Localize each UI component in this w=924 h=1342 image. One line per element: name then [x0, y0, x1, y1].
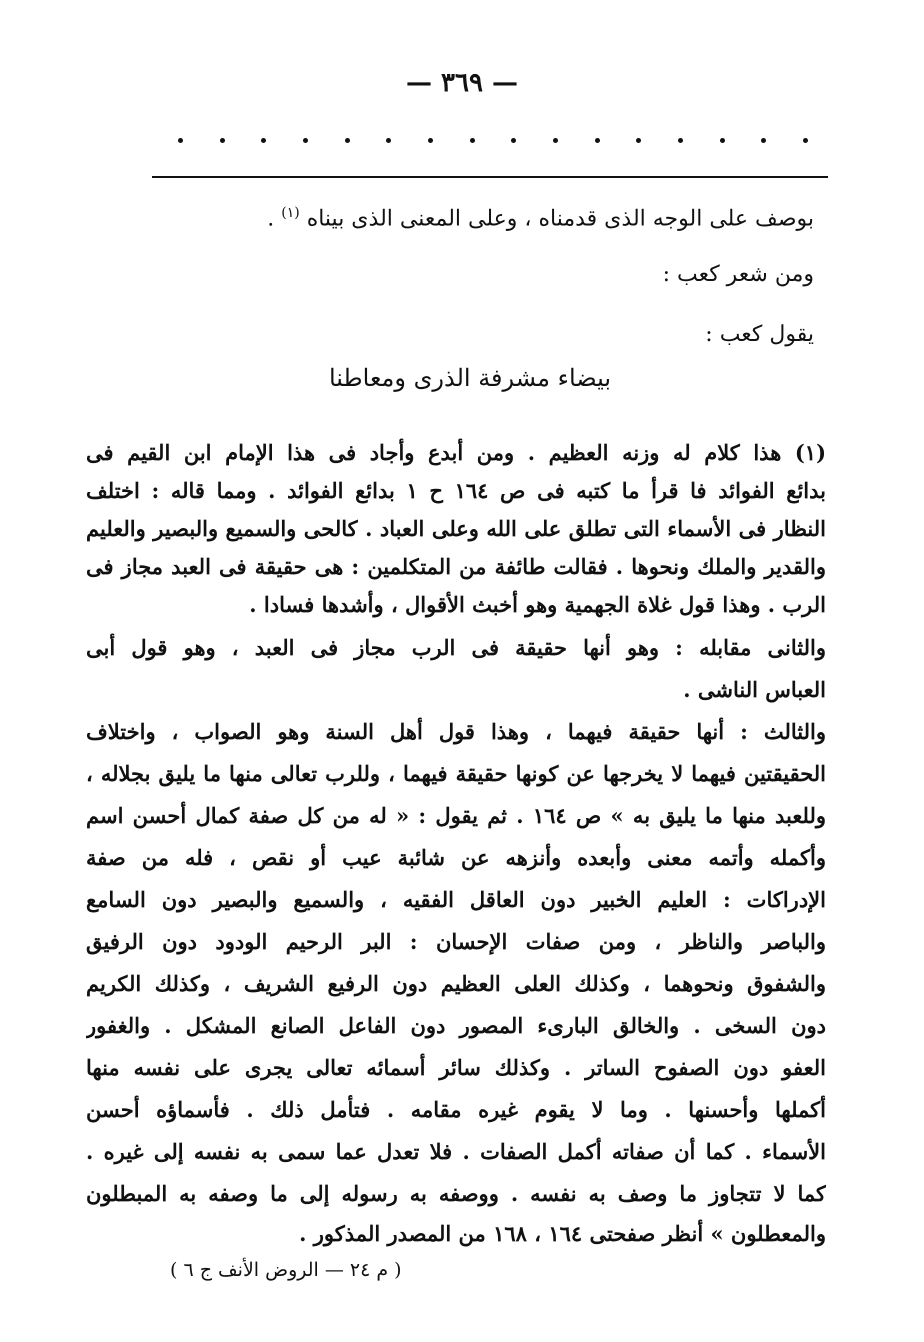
dot: [220, 138, 225, 143]
dot: [428, 138, 433, 143]
footnote-line: النظار فى الأسماء التى تطلق على الله وعلى العباد . كالحى والسميع والبصير والعليم: [86, 516, 826, 541]
footnote-line: الأسماء . كما أن صفاته أكمل الصفات . فلا تعدل عما سمى به نفسه إلى غيره .: [86, 1139, 826, 1164]
footnote-line: العفو دون الصفوح الساتر . وكذلك سائر أسمائه تعالى يجرى على نفسه منها: [86, 1055, 826, 1080]
footnote-line: الحقيقتين فيهما لا يخرجها عن كونها حقيقة فيهما ، وللرب تعالى منها ما يليق بجلاله ،: [86, 761, 826, 786]
footnote-line: كما لا تتجاوز ما وصف به نفسه . ووصفه به رسوله إلى ما وصفه به المبطلون: [86, 1181, 826, 1206]
footnote-line: والشفوق ونحوهما ، وكذلك العلى العظيم دون الرفيع الشريف ، وكذلك الكريم: [86, 971, 826, 996]
dot: [636, 138, 641, 143]
dot: [803, 138, 808, 143]
dot: [386, 138, 391, 143]
footnote-line: والثالث : أنها حقيقة فيهما ، وهذا قول أهل السنة وهو الصواب ، واختلاف: [86, 719, 826, 744]
main-text-line-2: ومن شعر كعب :: [662, 262, 814, 287]
dot: [678, 138, 683, 143]
poetry-verse: بيضاء مشرفة الذرى ومعاطنا: [328, 364, 611, 392]
dot: [303, 138, 308, 143]
footnote-line: دون السخى . والخالق البارىء المصور دون الفاعل الصانع المشكل . والغفور: [86, 1013, 826, 1038]
dot: [761, 138, 766, 143]
main-text-line-1-end: .: [267, 206, 275, 232]
dot: [595, 138, 600, 143]
book-source-label: ( م ٢٤ — الروض الأنف ج ٦ ): [170, 1259, 402, 1281]
footnote-line: والقدير والملك ونحوها . فقالت طائفة من المتكلمين : هى حقيقة فى العبد مجاز فى: [86, 554, 826, 579]
footnote-line: العباس الناشى .: [683, 677, 826, 702]
main-text-line-3: يقول كعب :: [705, 322, 814, 347]
main-text-line-1-body: بوصف على الوجه الذى قدمناه ، وعلى المعنى الذى بيناه: [306, 206, 814, 232]
dot: [345, 138, 350, 143]
footnote-line: الرب . وهذا قول غلاة الجهمية وهو أخبث الأقوال ، وأشدها فسادا .: [249, 592, 826, 617]
dot: [178, 138, 183, 143]
footnote-line: وللعبد منها ما يليق به » ص ١٦٤ . ثم يقول : « له من كل صفة كمال أحسن اسم: [86, 803, 826, 828]
page-number: — ٣٦٩ —: [405, 68, 519, 98]
footnote-reference: (١): [281, 205, 300, 221]
footnote-line: والثانى مقابله : وهو أنها حقيقة فى الرب مجاز فى العبد ، وهو قول أبى: [86, 635, 826, 660]
footnote-line: (١) هذا كلام له وزنه العظيم . ومن أبدع وأجاد فى هذا الإمام ابن القيم فى: [86, 440, 826, 465]
dot: [720, 138, 725, 143]
footnote-line: والمعطلون » أنظر صفحتى ١٦٤ ، ١٦٨ من المصدر المذكور .: [299, 1221, 826, 1246]
dot: [553, 138, 558, 143]
footnote-line: بدائع الفوائد فا قرأ ما كتبه فى ص ١٦٤ ح ١ بدائع الفوائد . ومما قاله : اختلف: [86, 478, 826, 503]
footnote-line: وأكمله وأتمه معنى وأبعده وأنزهه عن شائبة عيب أو نقص ، فله من صفة: [86, 845, 826, 870]
dot: [511, 138, 516, 143]
main-text-line-1: [134, 196, 814, 236]
footnote-line: أكملها وأحسنها . وما لا يقوم غيره مقامه . فتأمل ذلك . فأسماؤه أحسن: [86, 1097, 826, 1122]
dot: [261, 138, 266, 143]
dotted-separator: [178, 138, 808, 143]
footnote-line: والباصر والناظر ، ومن صفات الإحسان : البر الرحيم الودود دون الرفيق: [86, 929, 826, 954]
header-rule: [152, 176, 828, 178]
dot: [470, 138, 475, 143]
footnote-line: الإدراكات : العليم الخبير دون العاقل الفقيه ، والسميع والبصير دون السامع: [86, 887, 826, 912]
